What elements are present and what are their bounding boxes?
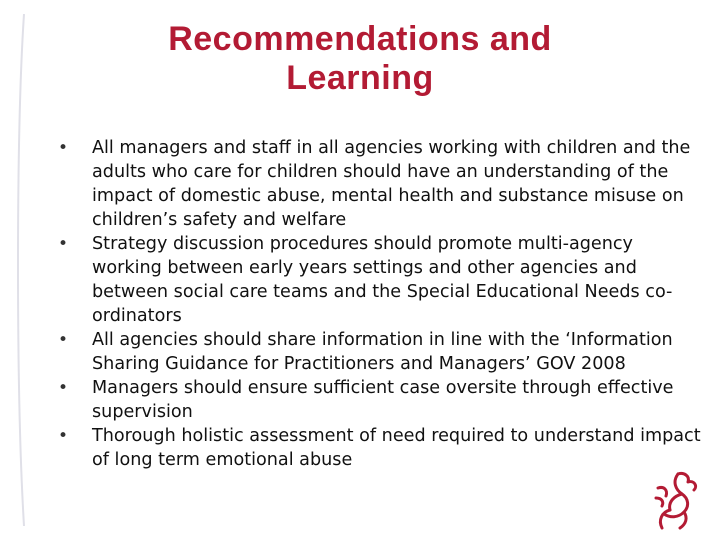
list-item <box>56 232 706 328</box>
list-item-text: Managers should ensure sufficient case oversite through effective supervision <box>92 378 674 422</box>
list-item-text: All managers and staff in all agencies working with children and the adults who care for children should have an understanding of the impact of domestic abuse, mental health and substance misuse on children’s safety and welfare <box>92 138 691 230</box>
list-item <box>56 424 706 472</box>
title-line-2: Learning <box>286 59 434 97</box>
bullet-dot: • <box>58 138 69 158</box>
slide-title <box>60 20 660 98</box>
list-item <box>56 328 706 376</box>
bullet-dot: • <box>58 330 69 350</box>
list-item-text: All agencies should share information in line with the ‘Information Sharing Guidance for Practitioners and Managers’ GOV 2008 <box>92 330 673 374</box>
bullet-dot: • <box>58 426 69 446</box>
title-line-1: Recommendations and <box>168 20 552 58</box>
left-border-decoration <box>14 14 30 526</box>
list-item-text: Strategy discussion procedures should promote multi-agency working between early years settings and other agencies and between social care teams and the Special Educational Needs co-ordinators <box>92 234 673 326</box>
list-item-text: Thorough holistic assessment of need required to understand impact of long term emotional abuse <box>92 426 701 470</box>
bullet-dot: • <box>58 234 69 254</box>
list-item <box>56 376 706 424</box>
bullet-dot: • <box>58 378 69 398</box>
list-item <box>56 136 706 232</box>
recommendations-list <box>56 136 706 472</box>
dragon-logo-icon <box>648 468 704 532</box>
